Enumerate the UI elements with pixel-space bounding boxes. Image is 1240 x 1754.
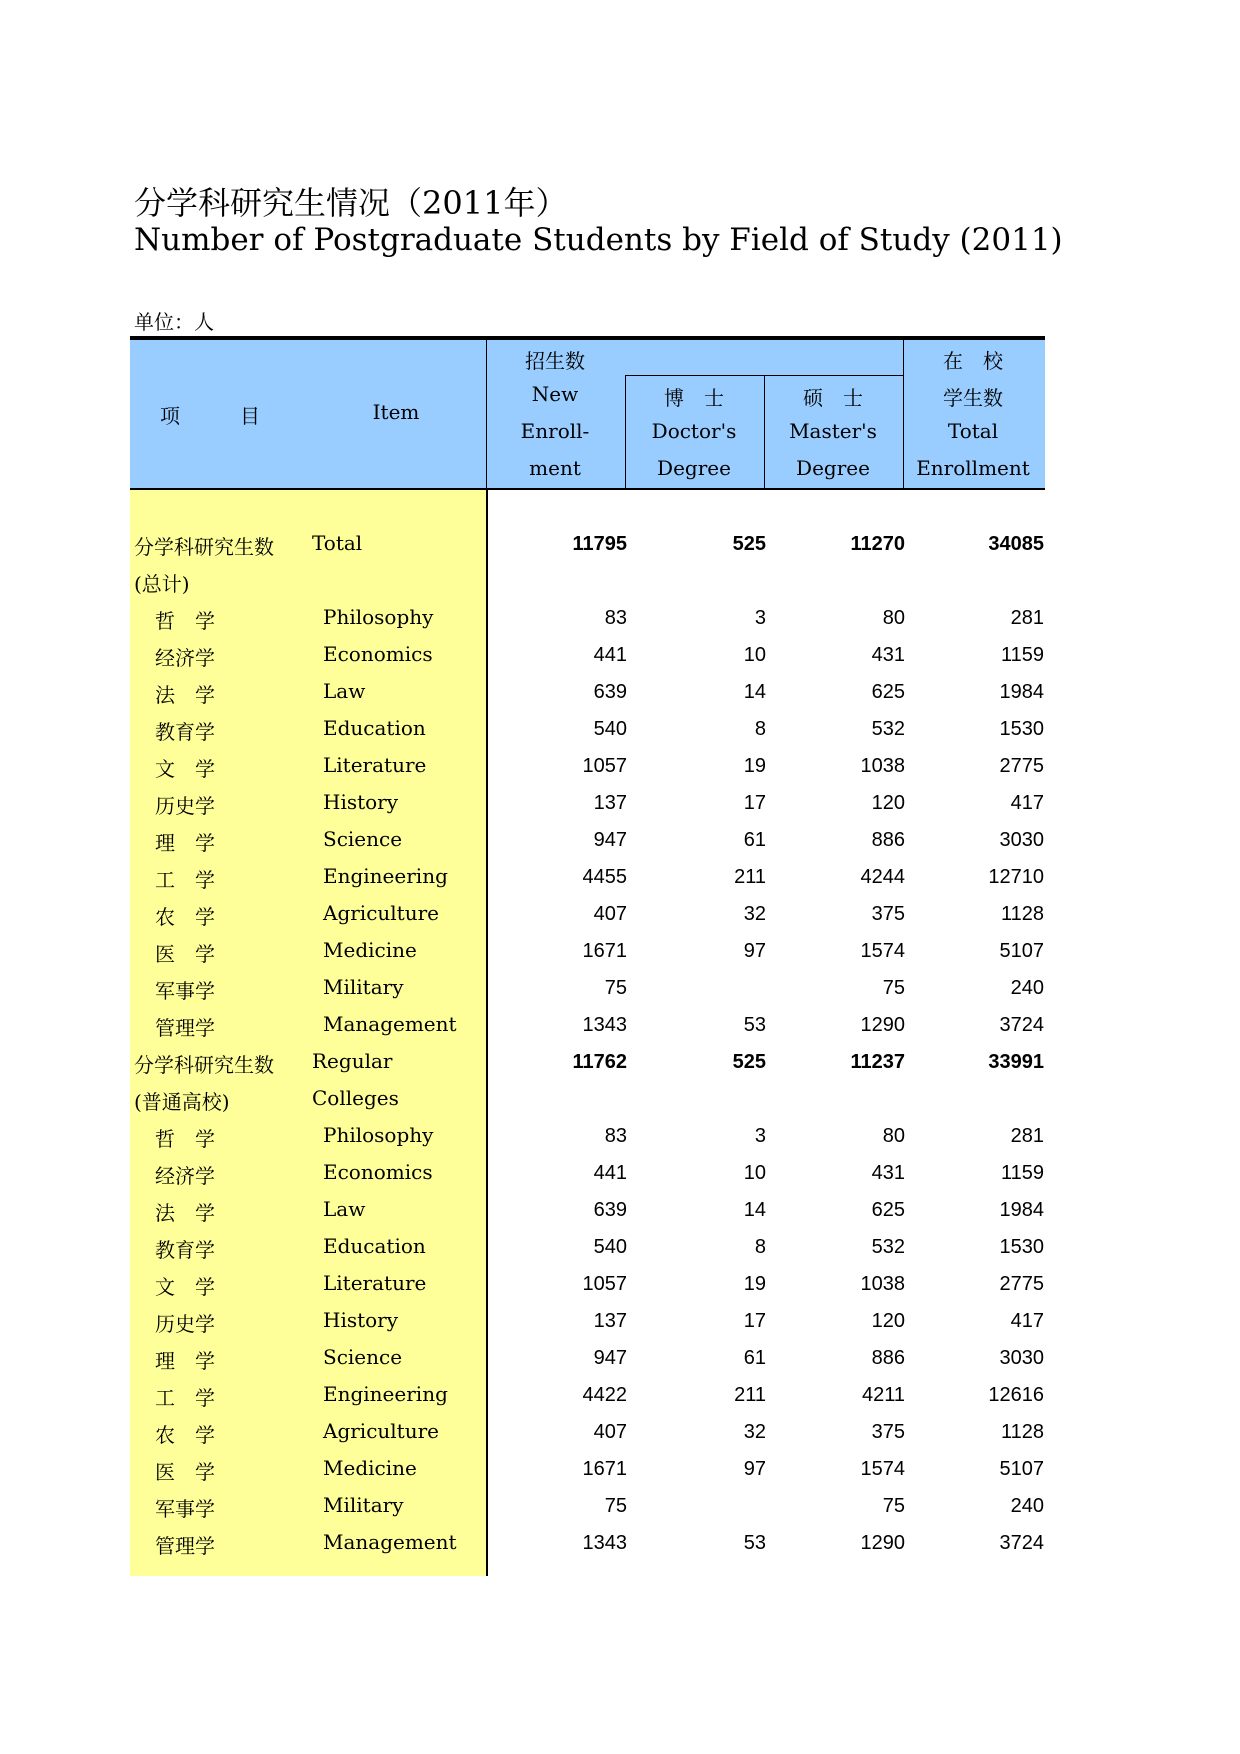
header-item-en: Item [372, 400, 420, 424]
table-row [130, 971, 1045, 1005]
table-row [130, 1526, 1045, 1560]
doctor-degree-cell: 525 [732, 1051, 766, 1073]
master-degree-cell: 11270 [850, 533, 905, 555]
doctor-degree-cell: 53 [743, 1532, 766, 1554]
table-row [130, 1119, 1045, 1153]
master-degree-cell: 431 [871, 1162, 905, 1184]
header-item-cn: 项 目 [160, 404, 260, 428]
master-degree-cell: 1574 [860, 940, 905, 962]
total-enrollment-cell: 1128 [1000, 1421, 1044, 1443]
new-enrollment-cell: 947 [593, 829, 627, 851]
header-doctor-en: Doctor's [651, 419, 737, 443]
item-cn: 文 学 [155, 1275, 215, 1299]
master-degree-cell: 886 [871, 829, 905, 851]
header-new-enroll-cn: 招生数 [525, 349, 585, 373]
item-cn: 农 学 [155, 1423, 215, 1447]
item-cn: 医 学 [155, 942, 215, 966]
total-enrollment-cell: 34085 [988, 533, 1044, 555]
doctor-degree-cell: 8 [754, 1236, 766, 1258]
master-degree-cell: 1290 [860, 1014, 905, 1036]
item-cn: 医 学 [155, 1460, 215, 1484]
item-en: Education [323, 1234, 426, 1258]
master-degree-cell: 4211 [861, 1384, 905, 1406]
doctor-degree-cell: 53 [743, 1014, 766, 1036]
item-cn: 教育学 [155, 1238, 215, 1262]
item-cn: 分学科研究生数 [134, 1053, 274, 1077]
total-enrollment-cell: 240 [1010, 977, 1044, 999]
total-enrollment-cell: 3030 [999, 829, 1044, 851]
master-degree-cell: 886 [871, 1347, 905, 1369]
table-row [130, 1045, 1045, 1079]
master-degree-cell: 1574 [860, 1458, 905, 1480]
total-enrollment-cell: 240 [1010, 1495, 1044, 1517]
new-enrollment-cell: 639 [593, 681, 627, 703]
total-enrollment-cell: 417 [1010, 792, 1044, 814]
total-enrollment-cell: 281 [1010, 1125, 1044, 1147]
doctor-degree-cell: 97 [743, 1458, 766, 1480]
new-enrollment-cell: 1671 [582, 1458, 627, 1480]
item-en: Management [323, 1012, 457, 1036]
table-row [130, 1304, 1045, 1338]
item-cn: 哲 学 [155, 609, 215, 633]
item-cn: 历史学 [155, 794, 215, 818]
item-cn: 经济学 [155, 646, 215, 670]
item-cn: 法 学 [155, 683, 215, 707]
item-en: Regular [312, 1049, 393, 1073]
table-row [130, 1489, 1045, 1523]
item-cn: 历史学 [155, 1312, 215, 1336]
header-divider [764, 375, 765, 488]
header-new-enroll-en: New [531, 382, 579, 406]
total-enrollment-cell: 1128 [1000, 903, 1044, 925]
header-new-enroll-en: Enroll- [520, 419, 590, 443]
new-enrollment-cell: 137 [593, 1310, 627, 1332]
doctor-degree-cell: 211 [734, 1384, 766, 1406]
total-enrollment-cell: 2775 [999, 1273, 1044, 1295]
item-en: Literature [323, 1271, 427, 1295]
table-row [130, 638, 1045, 672]
master-degree-cell: 625 [871, 1199, 905, 1221]
doctor-degree-cell: 97 [743, 940, 766, 962]
doctor-degree-cell: 61 [743, 829, 766, 851]
doctor-degree-cell: 14 [743, 1199, 766, 1221]
master-degree-cell: 80 [882, 607, 905, 629]
page-title-english: Number of Postgraduate Students by Field of Study (2011) [134, 222, 1063, 258]
header-subrule [625, 375, 903, 376]
item-cn: 经济学 [155, 1164, 215, 1188]
master-degree-cell: 375 [871, 1421, 905, 1443]
header-divider [486, 340, 487, 488]
master-degree-cell: 120 [871, 1310, 905, 1332]
total-enrollment-cell: 5107 [999, 940, 1044, 962]
item-en: Medicine [323, 938, 417, 962]
doctor-degree-cell: 19 [743, 1273, 766, 1295]
new-enrollment-cell: 11762 [572, 1051, 627, 1073]
new-enrollment-cell: 1057 [582, 1273, 627, 1295]
table-row [130, 1378, 1045, 1412]
total-enrollment-cell: 3724 [999, 1532, 1044, 1554]
item-en: Law [323, 679, 366, 703]
master-degree-cell: 1290 [860, 1532, 905, 1554]
new-enrollment-cell: 4455 [582, 866, 627, 888]
item-cn: 工 学 [155, 868, 215, 892]
header-total-en: Enrollment [916, 456, 1030, 480]
header-doctor-cn: 博 士 [664, 386, 724, 410]
item-cn: 农 学 [155, 905, 215, 929]
total-enrollment-cell: 281 [1010, 607, 1044, 629]
header-total-cn: 在 校 [943, 349, 1003, 373]
header-divider [625, 375, 626, 488]
item-cn: 哲 学 [155, 1127, 215, 1151]
item-en: Management [323, 1530, 457, 1554]
total-enrollment-cell: 1984 [999, 681, 1044, 703]
table-row [130, 1341, 1045, 1375]
item-en: Literature [323, 753, 427, 777]
new-enrollment-cell: 407 [593, 1421, 627, 1443]
new-enrollment-cell: 75 [604, 1495, 627, 1517]
item-en: Law [323, 1197, 366, 1221]
new-enrollment-cell: 540 [593, 718, 627, 740]
new-enrollment-cell: 1057 [582, 755, 627, 777]
item-en: Colleges [312, 1086, 399, 1110]
doctor-degree-cell: 3 [754, 1125, 766, 1147]
master-degree-cell: 75 [882, 1495, 905, 1517]
item-en: Education [323, 716, 426, 740]
item-en: Science [323, 827, 403, 851]
total-enrollment-cell: 1159 [1000, 1162, 1044, 1184]
table-row [130, 1230, 1045, 1264]
table-row [130, 749, 1045, 783]
new-enrollment-cell: 639 [593, 1199, 627, 1221]
total-enrollment-cell: 33991 [988, 1051, 1044, 1073]
master-degree-cell: 80 [882, 1125, 905, 1147]
total-enrollment-cell: 5107 [999, 1458, 1044, 1480]
doctor-degree-cell: 14 [743, 681, 766, 703]
header-master-en: Master's [789, 419, 877, 443]
item-cn: 军事学 [155, 1497, 215, 1521]
table-row [130, 675, 1045, 709]
master-degree-cell: 532 [871, 718, 905, 740]
header-master-en: Degree [796, 456, 870, 480]
item-en: Military [323, 1493, 404, 1517]
master-degree-cell: 625 [871, 681, 905, 703]
item-en: Philosophy [323, 1123, 434, 1147]
header-master-cn: 硕 士 [803, 386, 863, 410]
doctor-degree-cell: 525 [732, 533, 766, 555]
master-degree-cell: 532 [871, 1236, 905, 1258]
item-cn: 军事学 [155, 979, 215, 1003]
unit-label: 单位：人 [134, 310, 214, 334]
master-degree-cell: 120 [871, 792, 905, 814]
master-degree-cell: 4244 [860, 866, 905, 888]
item-cn: 管理学 [155, 1016, 215, 1040]
item-en: Agriculture [323, 901, 439, 925]
item-en: Economics [323, 1160, 433, 1184]
item-cn: 文 学 [155, 757, 215, 781]
header-new-enroll-en: ment [529, 456, 581, 480]
header-divider [903, 340, 904, 488]
table-row [130, 601, 1045, 635]
table-row [130, 897, 1045, 931]
doctor-degree-cell: 32 [743, 903, 766, 925]
doctor-degree-cell: 19 [743, 755, 766, 777]
table-row [130, 786, 1045, 820]
table-row [130, 1193, 1045, 1227]
table-row [130, 934, 1045, 968]
table-row [130, 527, 1045, 561]
master-degree-cell: 75 [882, 977, 905, 999]
item-en: Economics [323, 642, 433, 666]
item-en: Philosophy [323, 605, 434, 629]
item-cn: 法 学 [155, 1201, 215, 1225]
new-enrollment-cell: 540 [593, 1236, 627, 1258]
new-enrollment-cell: 1343 [582, 1014, 627, 1036]
table-row [130, 1008, 1045, 1042]
new-enrollment-cell: 83 [604, 1125, 627, 1147]
new-enrollment-cell: 137 [593, 792, 627, 814]
doctor-degree-cell: 61 [743, 1347, 766, 1369]
new-enrollment-cell: 441 [593, 1162, 627, 1184]
item-cn: (总计) [134, 572, 190, 596]
item-en: Engineering [323, 1382, 448, 1406]
total-enrollment-cell: 2775 [999, 755, 1044, 777]
total-enrollment-cell: 1530 [999, 1236, 1044, 1258]
doctor-degree-cell: 10 [743, 1162, 766, 1184]
doctor-degree-cell: 17 [743, 1310, 766, 1332]
master-degree-cell: 375 [871, 903, 905, 925]
total-enrollment-cell: 12710 [988, 866, 1044, 888]
doctor-degree-cell: 8 [754, 718, 766, 740]
doctor-degree-cell: 17 [743, 792, 766, 814]
item-en: History [323, 790, 399, 814]
table-row [130, 860, 1045, 894]
item-en: Military [323, 975, 404, 999]
item-cn: 教育学 [155, 720, 215, 744]
table-row [130, 1082, 1045, 1116]
total-enrollment-cell: 3724 [999, 1014, 1044, 1036]
table-row [130, 823, 1045, 857]
table-row [130, 564, 1045, 598]
master-degree-cell: 1038 [860, 1273, 905, 1295]
item-en: Engineering [323, 864, 448, 888]
doctor-degree-cell: 211 [734, 866, 766, 888]
new-enrollment-cell: 1671 [582, 940, 627, 962]
item-en: History [323, 1308, 399, 1332]
new-enrollment-cell: 4422 [582, 1384, 627, 1406]
header-total-en: Total [947, 419, 999, 443]
header-doctor-en: Degree [657, 456, 731, 480]
header-total-cn: 学生数 [943, 386, 1003, 410]
total-enrollment-cell: 1530 [999, 718, 1044, 740]
table-row [130, 712, 1045, 746]
total-enrollment-cell: 12616 [988, 1384, 1044, 1406]
doctor-degree-cell: 10 [743, 644, 766, 666]
item-en: Agriculture [323, 1419, 439, 1443]
table-row [130, 1267, 1045, 1301]
table-row [130, 1415, 1045, 1449]
new-enrollment-cell: 83 [604, 607, 627, 629]
total-enrollment-cell: 1984 [999, 1199, 1044, 1221]
master-degree-cell: 1038 [860, 755, 905, 777]
item-cn: 理 学 [155, 831, 215, 855]
new-enrollment-cell: 11795 [572, 533, 627, 555]
new-enrollment-cell: 947 [593, 1347, 627, 1369]
new-enrollment-cell: 441 [593, 644, 627, 666]
item-cn: 理 学 [155, 1349, 215, 1373]
table-row [130, 1452, 1045, 1486]
master-degree-cell: 431 [871, 644, 905, 666]
doctor-degree-cell: 32 [743, 1421, 766, 1443]
item-cn: 管理学 [155, 1534, 215, 1558]
item-en: Medicine [323, 1456, 417, 1480]
item-en: Science [323, 1345, 403, 1369]
item-en: Total [312, 531, 363, 555]
new-enrollment-cell: 1343 [582, 1532, 627, 1554]
item-cn: 分学科研究生数 [134, 535, 274, 559]
master-degree-cell: 11237 [850, 1051, 905, 1073]
item-cn: 工 学 [155, 1386, 215, 1410]
table-row [130, 1156, 1045, 1190]
page-title-chinese: 分学科研究生情况（2011年） [134, 184, 568, 222]
total-enrollment-cell: 3030 [999, 1347, 1044, 1369]
total-enrollment-cell: 417 [1010, 1310, 1044, 1332]
item-cn: (普通高校) [134, 1090, 230, 1114]
doctor-degree-cell: 3 [754, 607, 766, 629]
total-enrollment-cell: 1159 [1000, 644, 1044, 666]
new-enrollment-cell: 75 [604, 977, 627, 999]
table-header [130, 340, 1045, 488]
new-enrollment-cell: 407 [593, 903, 627, 925]
